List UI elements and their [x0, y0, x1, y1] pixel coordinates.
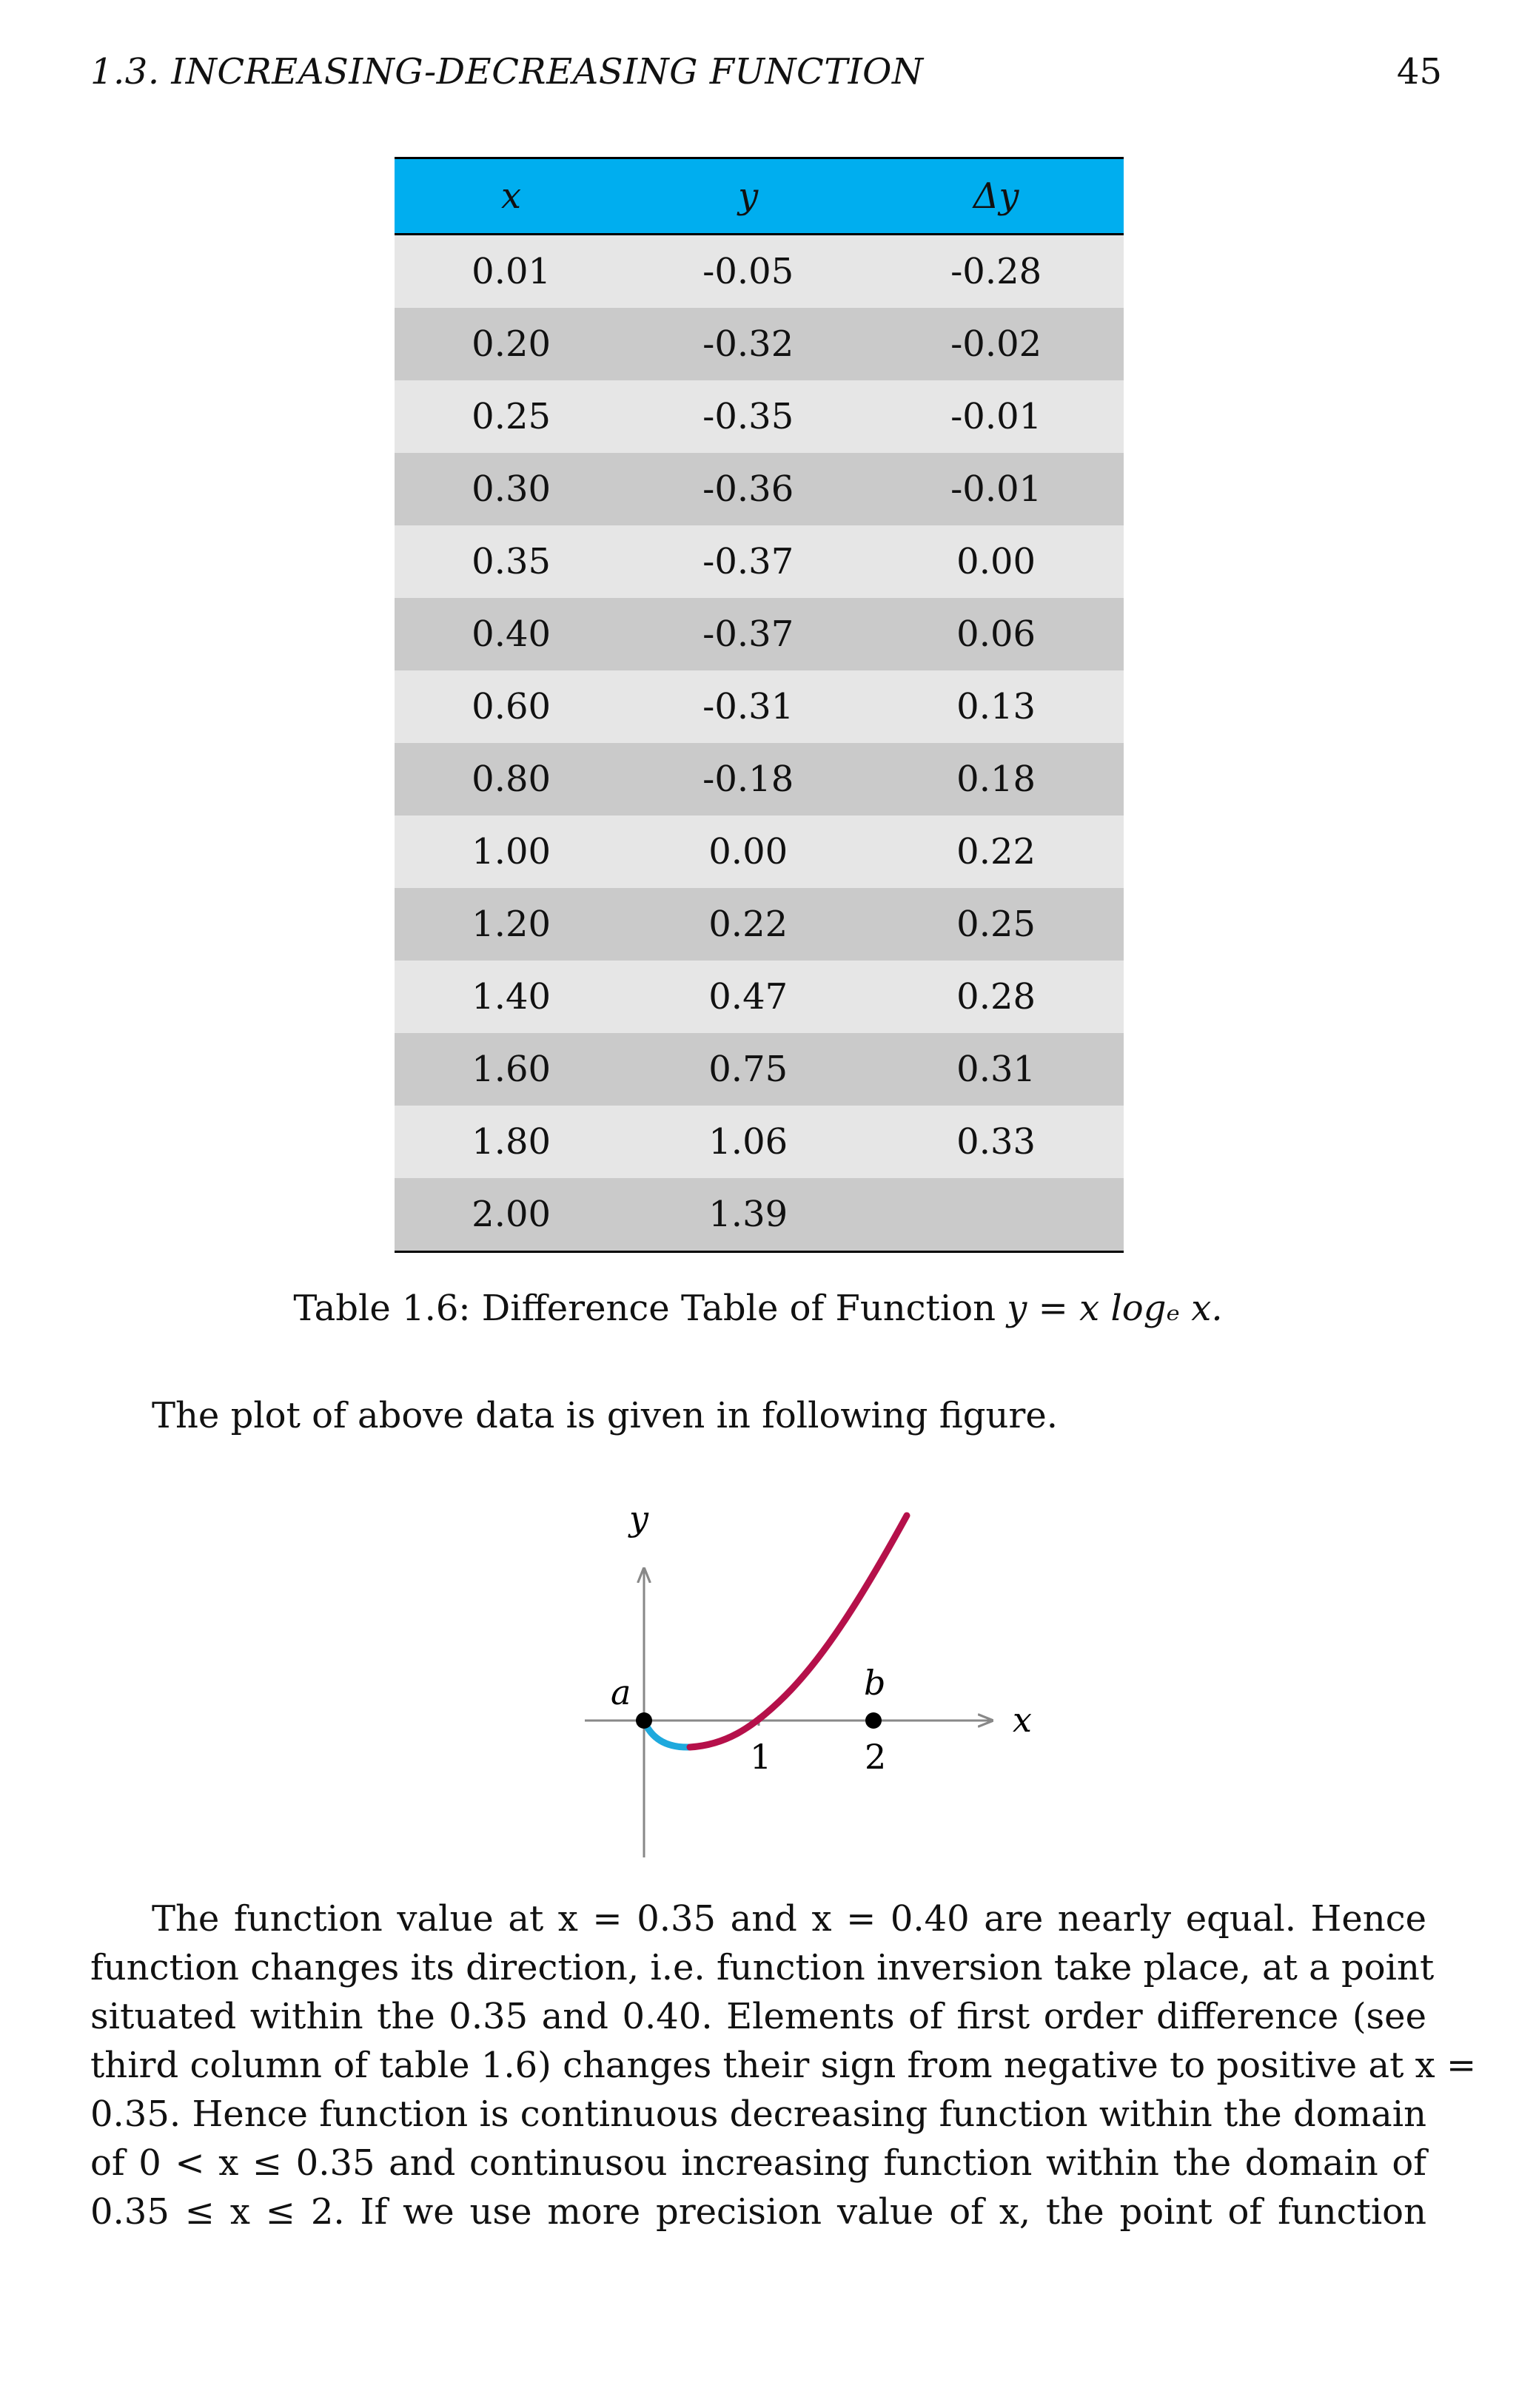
cell-delta-y: 0.31: [868, 1033, 1124, 1106]
figure-intro-text: The plot of above data is given in following figure.: [152, 1395, 1058, 1436]
table-row: [395, 1106, 1124, 1178]
column-header-x: x: [395, 158, 628, 235]
paragraph-line: 0.35 ≤ x ≤ 2. If we use more precision value of x, the point of function: [90, 2191, 1426, 2233]
cell-delta-y: 0.22: [868, 815, 1124, 888]
cell-x: 0.20: [395, 308, 628, 380]
cell-y: 0.47: [628, 961, 868, 1033]
cell-x: 1.80: [395, 1106, 628, 1178]
table-row: [395, 888, 1124, 961]
cell-delta-y: 0.18: [868, 743, 1124, 815]
page-number: 45: [1396, 51, 1442, 93]
cell-x: 0.01: [395, 235, 628, 309]
table-header-row: [395, 158, 1124, 235]
table-caption-formula: y = x logₑ x.: [1007, 1288, 1223, 1329]
table-caption-text: Table 1.6: Difference Table of Function: [293, 1288, 1007, 1329]
table-row: [395, 815, 1124, 888]
cell-delta-y: -0.28: [868, 235, 1124, 309]
cell-y: -0.18: [628, 743, 868, 815]
cell-delta-y: 0.00: [868, 525, 1124, 598]
table-row: [395, 380, 1124, 453]
difference-table-container: [395, 157, 1124, 1253]
cell-y: -0.32: [628, 308, 868, 380]
x-axis-label: x: [1013, 1700, 1032, 1740]
cell-x: 0.30: [395, 453, 628, 525]
table-caption: [0, 1288, 1516, 1329]
point-a-label: a: [611, 1672, 631, 1712]
paragraph-line: situated within the 0.35 and 0.40. Elements of first order difference (see: [90, 1996, 1426, 2037]
column-header-y: y: [628, 158, 868, 235]
cell-y: 0.22: [628, 888, 868, 961]
table-row: [395, 308, 1124, 380]
paragraph-line: third column of table 1.6) changes their sign from negative to positive at x =: [90, 2045, 1477, 2086]
cell-delta-y: -0.01: [868, 380, 1124, 453]
paragraph-line: The function value at x = 0.35 and x = 0.40 are nearly equal. Hence: [152, 1898, 1426, 1940]
increasing-curve-segment: [690, 1516, 907, 1747]
cell-delta-y: 0.13: [868, 670, 1124, 743]
cell-x: 1.40: [395, 961, 628, 1033]
table-row: [395, 961, 1124, 1033]
cell-y: 0.75: [628, 1033, 868, 1106]
cell-delta-y: 0.33: [868, 1106, 1124, 1178]
table-row: [395, 670, 1124, 743]
y-axis-label: y: [629, 1499, 648, 1538]
cell-delta-y: [868, 1178, 1124, 1252]
cell-y: -0.36: [628, 453, 868, 525]
cell-delta-y: -0.02: [868, 308, 1124, 380]
table-row: [395, 1033, 1124, 1106]
cell-x: 0.80: [395, 743, 628, 815]
cell-delta-y: 0.28: [868, 961, 1124, 1033]
cell-y: -0.31: [628, 670, 868, 743]
body-paragraph: [90, 1894, 1477, 2236]
cell-x: 0.60: [395, 670, 628, 743]
tick-1-label: 1: [750, 1737, 772, 1777]
page-header: [90, 46, 1442, 98]
difference-table: [395, 157, 1124, 1253]
column-header-delta-y: Δy: [868, 158, 1124, 235]
point-b-label: b: [864, 1663, 886, 1703]
table-row: [395, 743, 1124, 815]
running-section-title: 1.3. INCREASING-DECREASING FUNCTION: [90, 51, 924, 93]
cell-y: -0.05: [628, 235, 868, 309]
cell-y: 1.06: [628, 1106, 868, 1178]
point-b: [865, 1712, 882, 1729]
cell-y: -0.37: [628, 525, 868, 598]
paragraph-line: of 0 < x ≤ 0.35 and continusou increasing function within the domain of: [90, 2142, 1426, 2184]
cell-x: 1.20: [395, 888, 628, 961]
cell-y: 0.00: [628, 815, 868, 888]
cell-x: 1.60: [395, 1033, 628, 1106]
table-row: [395, 1178, 1124, 1252]
cell-x: 0.35: [395, 525, 628, 598]
paragraph-line: function changes its direction, i.e. function inversion take place, at a point: [90, 1947, 1435, 1988]
function-plot: [570, 1480, 1044, 1865]
cell-y: 1.39: [628, 1178, 868, 1252]
function-plot-svg: [570, 1480, 1044, 1865]
table-row: [395, 525, 1124, 598]
cell-x: 0.40: [395, 598, 628, 670]
cell-x: 1.00: [395, 815, 628, 888]
point-a: [636, 1712, 652, 1729]
table-row: [395, 453, 1124, 525]
cell-delta-y: 0.06: [868, 598, 1124, 670]
cell-y: -0.37: [628, 598, 868, 670]
table-row: [395, 235, 1124, 309]
cell-y: -0.35: [628, 380, 868, 453]
cell-x: 0.25: [395, 380, 628, 453]
paragraph-line: 0.35. Hence function is continuous decreasing function within the domain: [90, 2093, 1426, 2135]
tick-2-label: 2: [865, 1737, 887, 1777]
cell-x: 2.00: [395, 1178, 628, 1252]
table-row: [395, 598, 1124, 670]
cell-delta-y: 0.25: [868, 888, 1124, 961]
cell-delta-y: -0.01: [868, 453, 1124, 525]
